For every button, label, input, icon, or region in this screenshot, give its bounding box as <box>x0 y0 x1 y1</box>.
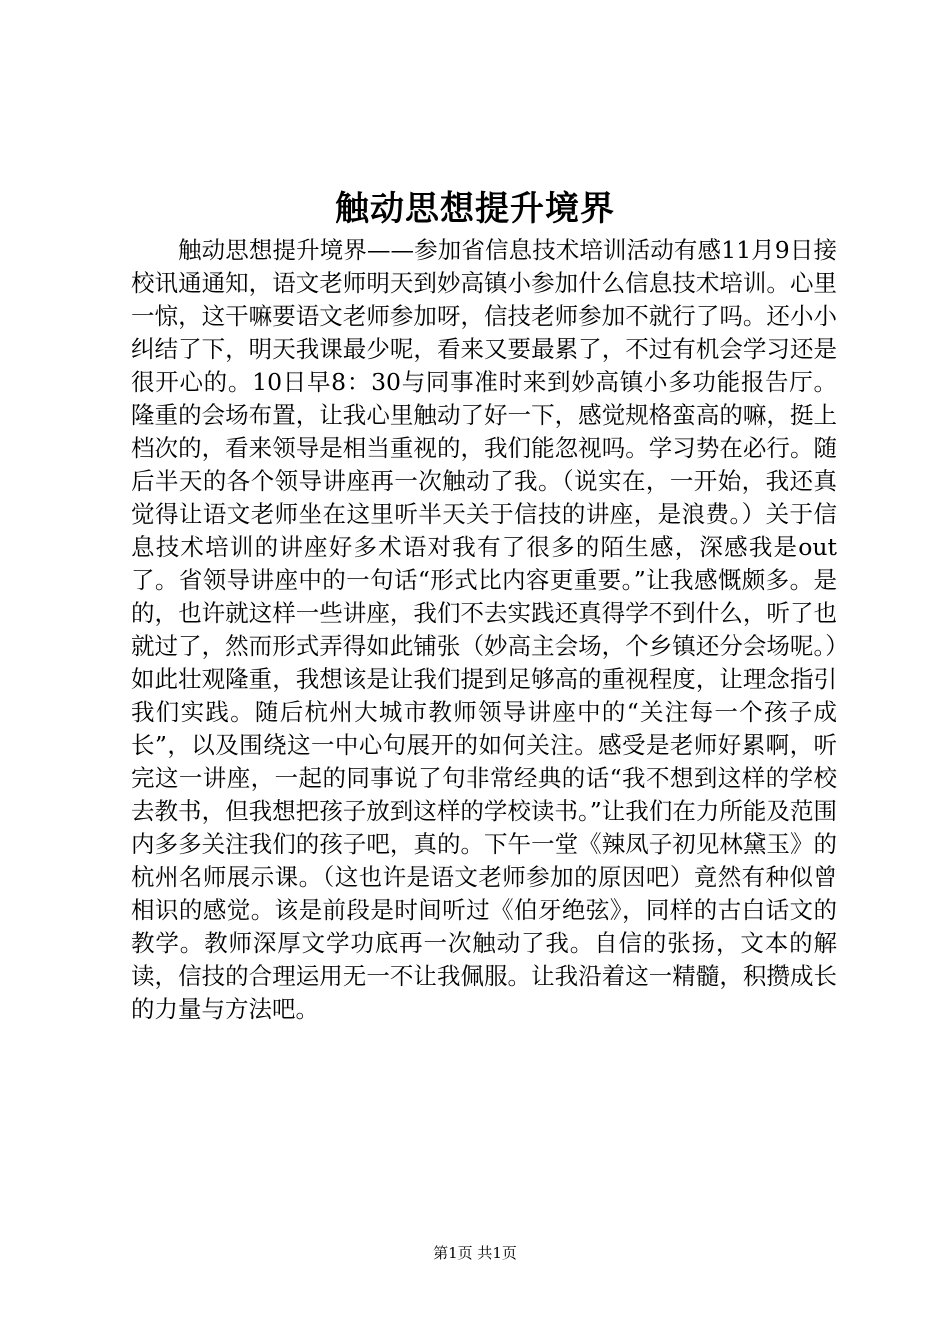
document-title: 触动思想提升境界 <box>335 189 615 229</box>
body-paragraph: 触动思想提升境界——参加省信息技术培训活动有感11月9日接校讯通通知，语文老师明天到妙高镇小参加什么信息技术培训。心里一惊，这干嘛要语文老师参加呀，信技老师参加不就行了吗。还小小纠结了下，明天我课最少呢，看来又要最累了，不过有机会学习还是很开心的。10日早8：30与同事准时来到妙高镇小多功能报告厅。隆重的会场布置，让我心里触动了好一下，感觉规格蛮高的嘛，挺上档次的，看来领导是相当重视的，我们能忽视吗。学习势在必行。随后半天的各个领导讲座再一次触动了我。（说实在，一开始，我还真觉得让语文老师坐在这里听半天关于信技的讲座，是浪费。）关于信息技术培训的讲座好多术语对我有了很多的陌生感，深感我是out了。省领导讲座中的一句话“形式比内容更重要。”让我感慨颇多。是的，也许就这样一些讲座，我们不去实践还真得学不到什么，听了也就过了，然而形式弄得如此铺张（妙高主会场，个乡镇还分会场呢。）如此壮观隆重，我想该是让我们提到足够高的重视程度，让理念指引我们实践。随后杭州大城市教师领导讲座中的“关注每一个孩子成长”，以及围绕这一中心句展开的如何关注。感受是老师好累啊，听完这一讲座，一起的同事说了句非常经典的话“我不想到这样的学校去教书，但我想把孩子放到这样的学校读书。”让我们在力所能及范围内多多关注我们的孩子吧，真的。下午一堂《辣凤子初见林黛玉》的杭州名师展示课。（这也许是语文老师参加的原因吧）竟然有种似曾相识的感觉。该是前段是时间听过《伯牙绝弦》，同样的古白话文的教学。教师深厚文学功底再一次触动了我。自信的张扬，文本的解读，信技的合理运用无一不让我佩服。让我沿着这一精髓，积攒成长的力量与方法吧。 <box>131 236 837 1023</box>
page-number-footer: 第1页 共1页 <box>433 1244 517 1262</box>
